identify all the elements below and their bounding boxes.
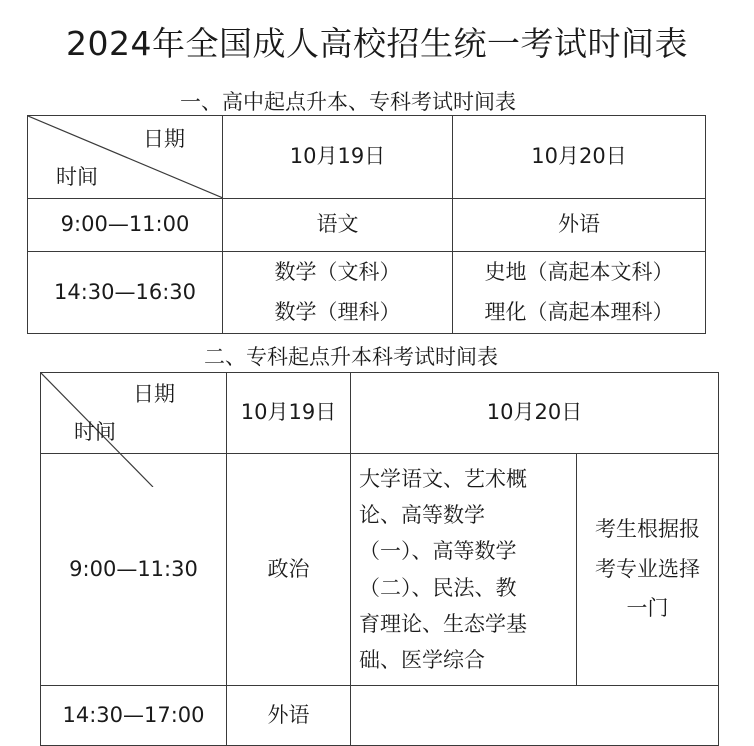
subject-list-cell (351, 454, 577, 686)
note-line: 一门 (626, 596, 669, 621)
subject-line: 数学（文科） (274, 259, 401, 284)
note-line: 考专业选择 (595, 556, 700, 581)
schedule-table-1 (27, 115, 706, 334)
time-slot-cell: 9:00—11:00 (28, 199, 223, 252)
schedule-table-2 (40, 372, 719, 746)
subject-cell: 政治 (227, 454, 351, 686)
date-header-cell: 10月20日 (453, 116, 706, 199)
subject-line: 育理论、生态学基 (359, 611, 527, 636)
corner-date-label: 日期 (143, 127, 185, 151)
section1-title: 一、高中起点升本、专科考试时间表 (180, 90, 516, 114)
subject-cell (223, 252, 453, 334)
time-slot-cell: 14:30—16:30 (28, 252, 223, 334)
time-slot-cell: 9:00—11:30 (41, 454, 227, 686)
corner-header-cell (28, 116, 223, 199)
corner-header-cell (41, 373, 227, 454)
subject-line: 理化（高起本理科） (484, 299, 674, 324)
note-line: 考生根据报 (595, 516, 700, 541)
subject-cell: 语文 (223, 199, 453, 252)
date-header-cell: 10月19日 (223, 116, 453, 199)
subject-line: 础、医学综合 (359, 647, 485, 672)
subject-line: 数学（理科） (274, 299, 401, 324)
date-header-cell: 10月19日 (227, 373, 351, 454)
subject-cell: 外语 (453, 199, 706, 252)
note-cell (577, 454, 719, 686)
subject-cell: 外语 (227, 686, 351, 746)
section2-title: 二、专科起点升本科考试时间表 (204, 345, 498, 369)
time-slot-cell: 14:30—17:00 (41, 686, 227, 746)
subject-cell (351, 686, 719, 746)
corner-date-label: 日期 (133, 382, 175, 406)
subject-line: （二）、民法、教 (359, 575, 517, 600)
corner-time-label: 时间 (74, 420, 116, 444)
date-header-cell: 10月20日 (351, 373, 719, 454)
subject-line: 论、高等数学 (359, 503, 485, 528)
corner-time-label: 时间 (56, 165, 98, 189)
subject-line: （一）、高等数学 (359, 539, 517, 564)
subject-line: 大学语文、艺术概 (359, 467, 527, 492)
page-title: 2024年全国成人高校招生统一考试时间表 (66, 24, 688, 63)
subject-cell (453, 252, 706, 334)
subject-line: 史地（高起本文科） (484, 259, 674, 284)
